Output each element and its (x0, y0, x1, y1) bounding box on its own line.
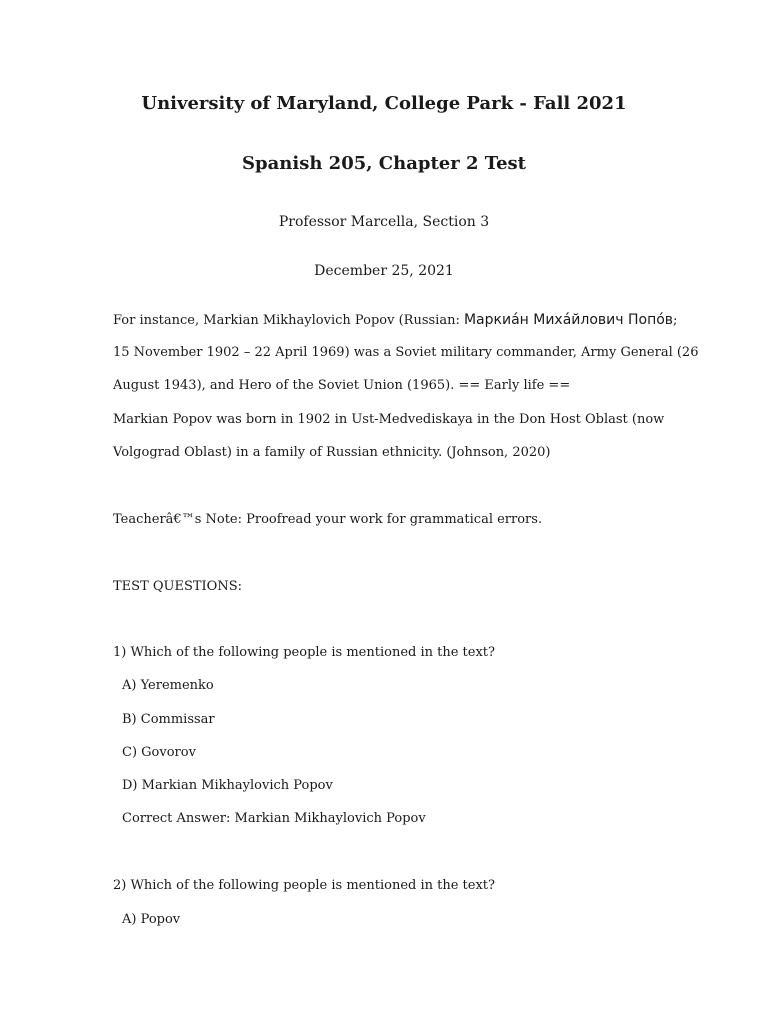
question-2-prompt: 2) Which of the following people is mentioned in the text? (113, 878, 495, 893)
passage-line-4: Markian Popov was born in 1902 in Ust-Medvediskaya in the Don Host Oblast (now (113, 412, 665, 427)
question-1-option-d: D) Markian Mikhaylovich Popov (122, 778, 333, 793)
question-1-prompt: 1) Which of the following people is mentioned in the text? (113, 645, 495, 660)
question-1-option-b: B) Commissar (122, 712, 215, 727)
passage-line-1-suffix: ; (673, 313, 678, 328)
university-title: University of Maryland, College Park - Fall 2021 (141, 93, 627, 114)
passage-line-1 (113, 312, 678, 328)
teacher-note: Teacherâ€™s Note: Proofread your work for grammatical errors. (113, 512, 543, 527)
passage-line-2: 15 November 1902 – 22 April 1969) was a Soviet military commander, Army General (26 (113, 345, 699, 360)
passage-line-3: August 1943), and Hero of the Soviet Union (1965). == Early life == (113, 378, 571, 393)
professor-line: Professor Marcella, Section 3 (278, 214, 490, 230)
question-1-option-c: C) Govorov (122, 745, 196, 760)
question-1-option-a: A) Yeremenko (122, 678, 214, 693)
passage-line-5: Volgograd Oblast) in a family of Russian ethnicity. (Johnson, 2020) (113, 445, 551, 460)
question-1-correct-answer: Correct Answer: Markian Mikhaylovich Popov (122, 811, 426, 826)
question-2-option-a: A) Popov (122, 912, 181, 927)
passage-cyrillic-name: Маркиа́н Миха́йлович Попо́в (463, 312, 674, 328)
date-line: December 25, 2021 (314, 263, 454, 279)
test-questions-heading: TEST QUESTIONS: (113, 579, 243, 594)
course-title: Spanish 205, Chapter 2 Test (242, 153, 526, 174)
passage-line-1-prefix: For instance, Markian Mikhaylovich Popov (Russian: (113, 313, 464, 328)
